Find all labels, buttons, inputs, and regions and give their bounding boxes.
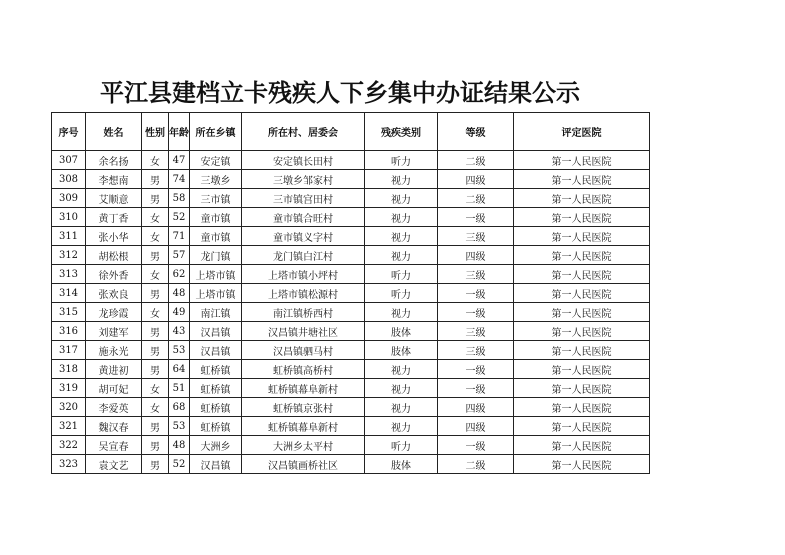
cell-gender: 男 — [142, 246, 169, 265]
cell-township: 三市镇 — [190, 189, 242, 208]
cell-gender: 男 — [142, 284, 169, 303]
header-township: 所在乡镇 — [190, 113, 242, 151]
header-hospital: 评定医院 — [514, 113, 650, 151]
cell-name: 黄进初 — [86, 360, 142, 379]
cell-village: 上塔市镇小坪村 — [242, 265, 365, 284]
cell-township: 虹桥镇 — [190, 379, 242, 398]
cell-township: 汉昌镇 — [190, 341, 242, 360]
cell-village: 上塔市镇松源村 — [242, 284, 365, 303]
cell-seq: 319 — [52, 379, 86, 398]
cell-hospital: 第一人民医院 — [514, 322, 650, 341]
table-row — [52, 284, 650, 303]
cell-grade: 二级 — [438, 189, 514, 208]
cell-age: 43 — [169, 322, 190, 341]
cell-gender: 男 — [142, 455, 169, 474]
cell-age: 47 — [169, 151, 190, 170]
cell-hospital: 第一人民医院 — [514, 265, 650, 284]
cell-grade: 一级 — [438, 379, 514, 398]
cell-gender: 女 — [142, 151, 169, 170]
cell-township: 大洲乡 — [190, 436, 242, 455]
cell-township: 龙门镇 — [190, 246, 242, 265]
header-name: 姓名 — [86, 113, 142, 151]
table-row — [52, 246, 650, 265]
cell-hospital: 第一人民医院 — [514, 398, 650, 417]
header-disability-type: 残疾类别 — [365, 113, 438, 151]
cell-grade: 一级 — [438, 303, 514, 322]
cell-hospital: 第一人民医院 — [514, 284, 650, 303]
table-row — [52, 170, 650, 189]
cell-village: 汉昌镇画桥社区 — [242, 455, 365, 474]
cell-seq: 323 — [52, 455, 86, 474]
table-row — [52, 265, 650, 284]
cell-grade: 三级 — [438, 341, 514, 360]
cell-name: 胡可妃 — [86, 379, 142, 398]
cell-name: 吴宣春 — [86, 436, 142, 455]
table-row — [52, 436, 650, 455]
header-village: 所在村、居委会 — [242, 113, 365, 151]
table-row — [52, 417, 650, 436]
cell-seq: 315 — [52, 303, 86, 322]
cell-name: 刘建军 — [86, 322, 142, 341]
cell-age: 62 — [169, 265, 190, 284]
cell-grade: 三级 — [438, 265, 514, 284]
cell-village: 虹桥镇高桥村 — [242, 360, 365, 379]
cell-age: 64 — [169, 360, 190, 379]
cell-disability-type: 视力 — [365, 208, 438, 227]
cell-name: 黄丁香 — [86, 208, 142, 227]
cell-seq: 316 — [52, 322, 86, 341]
cell-disability-type: 视力 — [365, 303, 438, 322]
cell-seq: 310 — [52, 208, 86, 227]
results-table — [51, 112, 650, 474]
cell-name: 李想南 — [86, 170, 142, 189]
cell-grade: 二级 — [438, 151, 514, 170]
cell-village: 大洲乡太平村 — [242, 436, 365, 455]
cell-disability-type: 听力 — [365, 151, 438, 170]
cell-gender: 男 — [142, 170, 169, 189]
header-age: 年龄 — [169, 113, 190, 151]
cell-disability-type: 听力 — [365, 284, 438, 303]
cell-disability-type: 视力 — [365, 379, 438, 398]
table-row — [52, 227, 650, 246]
cell-name: 胡松根 — [86, 246, 142, 265]
cell-hospital: 第一人民医院 — [514, 170, 650, 189]
cell-name: 张欢良 — [86, 284, 142, 303]
cell-hospital: 第一人民医院 — [514, 417, 650, 436]
cell-seq: 322 — [52, 436, 86, 455]
cell-disability-type: 视力 — [365, 246, 438, 265]
cell-hospital: 第一人民医院 — [514, 246, 650, 265]
cell-township: 虹桥镇 — [190, 398, 242, 417]
cell-name: 施永光 — [86, 341, 142, 360]
cell-village: 虹桥镇幕阜新村 — [242, 417, 365, 436]
table-row — [52, 379, 650, 398]
cell-gender: 男 — [142, 417, 169, 436]
cell-township: 虹桥镇 — [190, 360, 242, 379]
cell-hospital: 第一人民医院 — [514, 151, 650, 170]
header-gender: 性别 — [142, 113, 169, 151]
table-row — [52, 189, 650, 208]
cell-hospital: 第一人民医院 — [514, 436, 650, 455]
cell-grade: 一级 — [438, 436, 514, 455]
cell-village: 虹桥镇京张村 — [242, 398, 365, 417]
cell-village: 三墩乡邹家村 — [242, 170, 365, 189]
cell-village: 汉昌镇井塘社区 — [242, 322, 365, 341]
cell-name: 袁文艺 — [86, 455, 142, 474]
cell-disability-type: 视力 — [365, 170, 438, 189]
cell-gender: 男 — [142, 189, 169, 208]
cell-age: 71 — [169, 227, 190, 246]
cell-seq: 313 — [52, 265, 86, 284]
cell-hospital: 第一人民医院 — [514, 379, 650, 398]
cell-seq: 320 — [52, 398, 86, 417]
cell-grade: 三级 — [438, 227, 514, 246]
header-grade: 等级 — [438, 113, 514, 151]
cell-disability-type: 听力 — [365, 436, 438, 455]
cell-township: 安定镇 — [190, 151, 242, 170]
cell-seq: 317 — [52, 341, 86, 360]
cell-grade: 三级 — [438, 322, 514, 341]
cell-disability-type: 视力 — [365, 360, 438, 379]
header-row — [52, 113, 650, 151]
cell-township: 童市镇 — [190, 227, 242, 246]
cell-grade: 四级 — [438, 417, 514, 436]
cell-name: 龙珍霞 — [86, 303, 142, 322]
table-row — [52, 341, 650, 360]
cell-hospital: 第一人民医院 — [514, 455, 650, 474]
cell-grade: 一级 — [438, 284, 514, 303]
cell-hospital: 第一人民医院 — [514, 227, 650, 246]
cell-age: 52 — [169, 208, 190, 227]
cell-age: 58 — [169, 189, 190, 208]
cell-village: 汉昌镇驷马村 — [242, 341, 365, 360]
cell-grade: 四级 — [438, 170, 514, 189]
cell-seq: 308 — [52, 170, 86, 189]
cell-age: 51 — [169, 379, 190, 398]
cell-hospital: 第一人民医院 — [514, 208, 650, 227]
cell-village: 童市镇合旺村 — [242, 208, 365, 227]
cell-seq: 312 — [52, 246, 86, 265]
table-row — [52, 151, 650, 170]
cell-grade: 一级 — [438, 208, 514, 227]
cell-grade: 一级 — [438, 360, 514, 379]
cell-gender: 男 — [142, 436, 169, 455]
document-title: 平江县建档立卡残疾人下乡集中办证结果公示 — [100, 79, 580, 107]
table-row — [52, 208, 650, 227]
cell-hospital: 第一人民医院 — [514, 303, 650, 322]
cell-gender: 女 — [142, 265, 169, 284]
cell-village: 三市镇宫田村 — [242, 189, 365, 208]
cell-gender: 女 — [142, 398, 169, 417]
cell-disability-type: 视力 — [365, 227, 438, 246]
cell-name: 艾顺意 — [86, 189, 142, 208]
cell-disability-type: 视力 — [365, 189, 438, 208]
cell-seq: 307 — [52, 151, 86, 170]
cell-township: 上塔市镇 — [190, 284, 242, 303]
cell-disability-type: 视力 — [365, 398, 438, 417]
cell-name: 余名扬 — [86, 151, 142, 170]
cell-age: 74 — [169, 170, 190, 189]
cell-seq: 321 — [52, 417, 86, 436]
cell-seq: 309 — [52, 189, 86, 208]
cell-township: 童市镇 — [190, 208, 242, 227]
cell-hospital: 第一人民医院 — [514, 341, 650, 360]
cell-disability-type: 肢体 — [365, 341, 438, 360]
table-row — [52, 455, 650, 474]
cell-township: 汉昌镇 — [190, 322, 242, 341]
table-row — [52, 360, 650, 379]
cell-township: 虹桥镇 — [190, 417, 242, 436]
cell-age: 52 — [169, 455, 190, 474]
cell-age: 53 — [169, 417, 190, 436]
cell-gender: 男 — [142, 360, 169, 379]
cell-age: 48 — [169, 284, 190, 303]
cell-hospital: 第一人民医院 — [514, 189, 650, 208]
cell-age: 48 — [169, 436, 190, 455]
table-body — [52, 151, 650, 474]
cell-village: 虹桥镇幕阜新村 — [242, 379, 365, 398]
cell-disability-type: 肢体 — [365, 322, 438, 341]
cell-age: 57 — [169, 246, 190, 265]
header-seq: 序号 — [52, 113, 86, 151]
cell-seq: 314 — [52, 284, 86, 303]
table-row — [52, 303, 650, 322]
cell-grade: 二级 — [438, 455, 514, 474]
cell-age: 49 — [169, 303, 190, 322]
cell-village: 安定镇长田村 — [242, 151, 365, 170]
cell-disability-type: 听力 — [365, 265, 438, 284]
cell-seq: 318 — [52, 360, 86, 379]
cell-name: 李爱英 — [86, 398, 142, 417]
cell-disability-type: 视力 — [365, 417, 438, 436]
cell-gender: 女 — [142, 227, 169, 246]
cell-township: 南江镇 — [190, 303, 242, 322]
cell-age: 53 — [169, 341, 190, 360]
cell-township: 三墩乡 — [190, 170, 242, 189]
cell-township: 上塔市镇 — [190, 265, 242, 284]
cell-grade: 四级 — [438, 246, 514, 265]
cell-name: 魏汉春 — [86, 417, 142, 436]
cell-gender: 男 — [142, 322, 169, 341]
cell-name: 徐外香 — [86, 265, 142, 284]
table-row — [52, 322, 650, 341]
cell-gender: 女 — [142, 303, 169, 322]
cell-seq: 311 — [52, 227, 86, 246]
cell-village: 龙门镇白江村 — [242, 246, 365, 265]
cell-village: 童市镇义字村 — [242, 227, 365, 246]
cell-name: 张小华 — [86, 227, 142, 246]
cell-disability-type: 肢体 — [365, 455, 438, 474]
cell-township: 汉昌镇 — [190, 455, 242, 474]
cell-gender: 女 — [142, 208, 169, 227]
cell-gender: 女 — [142, 379, 169, 398]
cell-hospital: 第一人民医院 — [514, 360, 650, 379]
cell-gender: 男 — [142, 341, 169, 360]
cell-grade: 四级 — [438, 398, 514, 417]
cell-age: 68 — [169, 398, 190, 417]
cell-village: 南江镇桥西村 — [242, 303, 365, 322]
table-row — [52, 398, 650, 417]
